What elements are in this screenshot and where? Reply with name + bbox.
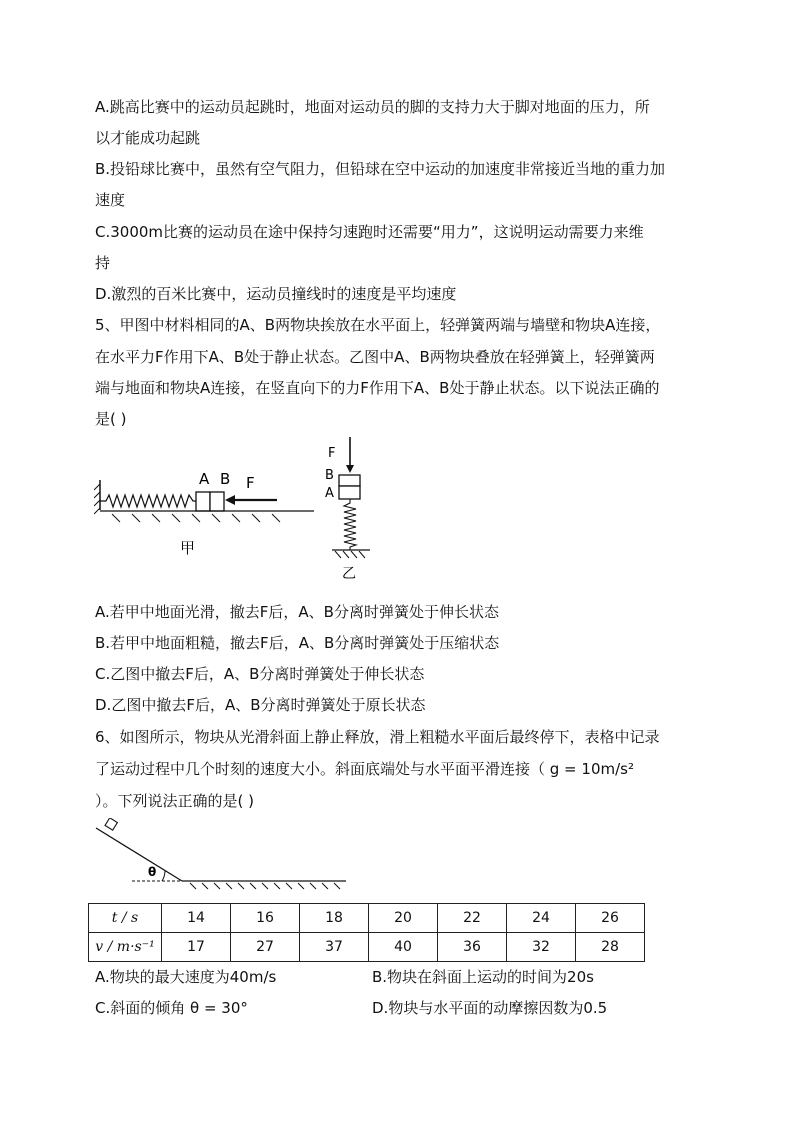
q5-stem-line3: 端与地面和物块A连接，在竖直向下的力F作用下A、B处于静止状态。以下说法正确的 <box>95 379 660 397</box>
jia-ground-hatch <box>112 514 280 522</box>
velocity-table <box>88 903 645 962</box>
jia-label-b: B <box>220 470 231 488</box>
q6-option-b: B.物块在斜面上运动的时间为20s <box>372 968 594 986</box>
table-cell: 24 <box>507 904 576 933</box>
jia-label-a: A <box>199 470 210 488</box>
q4-option-c-line1: C.3000m比赛的运动员在途中保持匀速跑时还需要“用力”，这说明运动需要力来维 <box>95 223 644 241</box>
yi-ground-hatch <box>335 551 365 558</box>
q5-stem-line2: 在水平力F作用下A、B处于静止状态。乙图中A、B两物块叠放在轻弹簧上，轻弹簧两 <box>95 348 655 366</box>
table-cell: 26 <box>576 904 645 933</box>
q6-stem-line2: 了运动过程中几个时刻的速度大小。斜面底端处与水平面平滑连接（ g = 10m/s² <box>95 760 634 778</box>
figure-yi <box>318 436 378 586</box>
yi-caption: 乙 <box>342 566 356 582</box>
q4-option-b-line2: 速度 <box>95 191 126 209</box>
table-cell: 32 <box>507 933 576 962</box>
figure-incline <box>92 818 352 893</box>
q6-option-c: C.斜面的倾角 θ = 30° <box>95 999 248 1017</box>
table-cell: 36 <box>438 933 507 962</box>
table-cell: 40 <box>369 933 438 962</box>
table-cell: 27 <box>231 933 300 962</box>
q4-option-a-line2: 以才能成功起跳 <box>95 129 201 147</box>
yi-block-b <box>339 475 360 486</box>
yi-label-b: B <box>325 468 334 483</box>
jia-spring <box>100 495 196 507</box>
yi-force-arrowhead <box>346 465 354 473</box>
q6-stem-line1: 6、如图所示，物块从光滑斜面上静止释放，滑上粗糙水平面后最终停下，表格中记录 <box>95 728 660 746</box>
jia-force-arrowhead <box>225 495 235 505</box>
q6-stem-line3: ）。下列说法正确的是( ) <box>95 792 254 810</box>
q5-stem-line1: 5、甲图中材料相同的A、B两物块挨放在水平面上，轻弹簧两端与墙壁和物块A连接， <box>95 316 661 334</box>
table-cell: 22 <box>438 904 507 933</box>
yi-spring <box>344 499 356 550</box>
table-cell: 28 <box>576 933 645 962</box>
jia-caption: 甲 <box>180 539 196 557</box>
table-cell: 14 <box>162 904 231 933</box>
incline-angle-label: θ <box>148 865 157 879</box>
table-header-v: v / m·s⁻¹ <box>89 933 162 962</box>
q5-option-d: D.乙图中撤去F后，A、B分离时弹簧处于原长状态 <box>95 696 426 714</box>
incline-angle-arc <box>162 871 165 881</box>
q4-option-d: D.激烈的百米比赛中，运动员撞线时的速度是平均速度 <box>95 285 457 303</box>
table-row-time <box>89 904 645 933</box>
jia-block-a <box>196 492 210 511</box>
q6-option-d: D.物块与水平面的动摩擦因数为0.5 <box>372 999 608 1017</box>
table-row-velocity <box>89 933 645 962</box>
figure-jia <box>94 462 324 562</box>
jia-block-b <box>210 492 224 511</box>
q5-option-b: B.若甲中地面粗糙，撤去F后，A、B分离时弹簧处于压缩状态 <box>95 634 500 652</box>
yi-label-a: A <box>325 486 334 501</box>
q5-option-a: A.若甲中地面光滑，撤去F后，A、B分离时弹簧处于伸长状态 <box>95 603 499 621</box>
table-cell: 17 <box>162 933 231 962</box>
yi-label-f: F <box>328 446 336 461</box>
q4-option-a-line1: A.跳高比赛中的运动员起跳时，地面对运动员的脚的支持力大于脚对地面的压力，所 <box>95 98 650 116</box>
table-header-t: t / s <box>89 904 162 933</box>
q5-stem-line4: 是( ) <box>95 410 127 428</box>
jia-label-f: F <box>246 474 255 492</box>
incline-surface <box>96 828 182 881</box>
table-cell: 18 <box>300 904 369 933</box>
horizontal-surface-hatch <box>190 883 340 889</box>
table-cell: 37 <box>300 933 369 962</box>
q6-option-a: A.物块的最大速度为40m/s <box>95 968 277 986</box>
q4-option-c-line2: 持 <box>95 254 111 272</box>
q4-option-b-line1: B.投铅球比赛中，虽然有空气阻力，但铅球在空中运动的加速度非常接近当地的重力加 <box>95 160 666 178</box>
jia-wall-hatch <box>94 484 100 514</box>
q5-option-c: C.乙图中撤去F后，A、B分离时弹簧处于伸长状态 <box>95 665 425 683</box>
table-cell: 16 <box>231 904 300 933</box>
yi-block-a <box>339 486 360 499</box>
incline-block <box>105 818 117 830</box>
table-cell: 20 <box>369 904 438 933</box>
